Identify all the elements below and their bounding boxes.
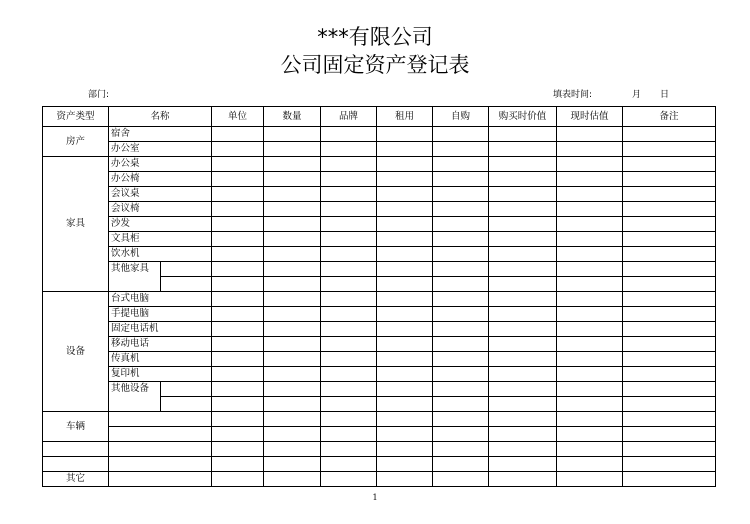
item-name: 会议椅: [109, 202, 212, 217]
month-label: 月: [632, 90, 642, 100]
company-title: ***有限公司: [317, 25, 433, 49]
header-row: [43, 107, 716, 127]
header-purchase-value: 购买时价值: [489, 107, 557, 127]
item-name: 会议桌: [109, 187, 212, 202]
header-unit: 单位: [212, 107, 264, 127]
item-name: 沙发: [109, 217, 212, 232]
item-name: 手提电脑: [109, 307, 212, 322]
item-name: 宿舍: [109, 127, 212, 142]
page-number: 1: [372, 493, 378, 502]
table-row: [43, 322, 716, 337]
item-name: 固定电话机: [109, 322, 212, 337]
item-name: 办公椅: [109, 172, 212, 187]
table-row: [43, 157, 716, 172]
table-row: [43, 247, 716, 262]
table-row: [43, 172, 716, 187]
table-row: [43, 412, 716, 427]
day-label: 日: [660, 90, 670, 100]
header-brand: 品牌: [321, 107, 377, 127]
item-name-other: 其他设备: [109, 382, 161, 412]
header-quantity: 数量: [264, 107, 321, 127]
item-name: 办公室: [109, 142, 212, 157]
form-title: 公司固定资产登记表: [280, 53, 470, 77]
header-asset-type: 资产类型: [43, 107, 109, 127]
category-other: 其它: [43, 472, 109, 487]
category-vehicle: 车辆: [43, 412, 109, 442]
table-row: [43, 442, 716, 457]
table-row: [43, 367, 716, 382]
header-purchased: 自购: [433, 107, 489, 127]
table-row: [43, 127, 716, 142]
table-row: [43, 187, 716, 202]
table-row: [43, 217, 716, 232]
item-name-other: 其他家具: [109, 262, 161, 292]
item-name: 饮水机: [109, 247, 212, 262]
department-label: 部门:: [88, 90, 110, 100]
table-row: [43, 337, 716, 352]
item-name: 移动电话: [109, 337, 212, 352]
item-name: 文具柜: [109, 232, 212, 247]
table-row: [43, 232, 716, 247]
item-name: 传真机: [109, 352, 212, 367]
header-remarks: 备注: [623, 107, 716, 127]
table-row: [43, 427, 716, 442]
table-row: [43, 382, 716, 397]
table-row: [43, 472, 716, 487]
category-property: 房产: [43, 127, 109, 157]
table-row: [43, 202, 716, 217]
table-row: [43, 292, 716, 307]
fill-time-label: 填表时间:: [553, 90, 593, 100]
header-name: 名称: [109, 107, 212, 127]
item-name: 复印机: [109, 367, 212, 382]
table-row: [43, 262, 716, 277]
table-row: [43, 307, 716, 322]
table-row: [43, 457, 716, 472]
item-name: 办公桌: [109, 157, 212, 172]
header-current-value: 现时估值: [557, 107, 623, 127]
asset-register-table: [42, 106, 716, 487]
header-leased: 租用: [377, 107, 433, 127]
category-equipment: 设备: [43, 292, 109, 412]
table-row: [43, 352, 716, 367]
table-row: [43, 142, 716, 157]
category-furniture: 家具: [43, 157, 109, 292]
item-name: 台式电脑: [109, 292, 212, 307]
